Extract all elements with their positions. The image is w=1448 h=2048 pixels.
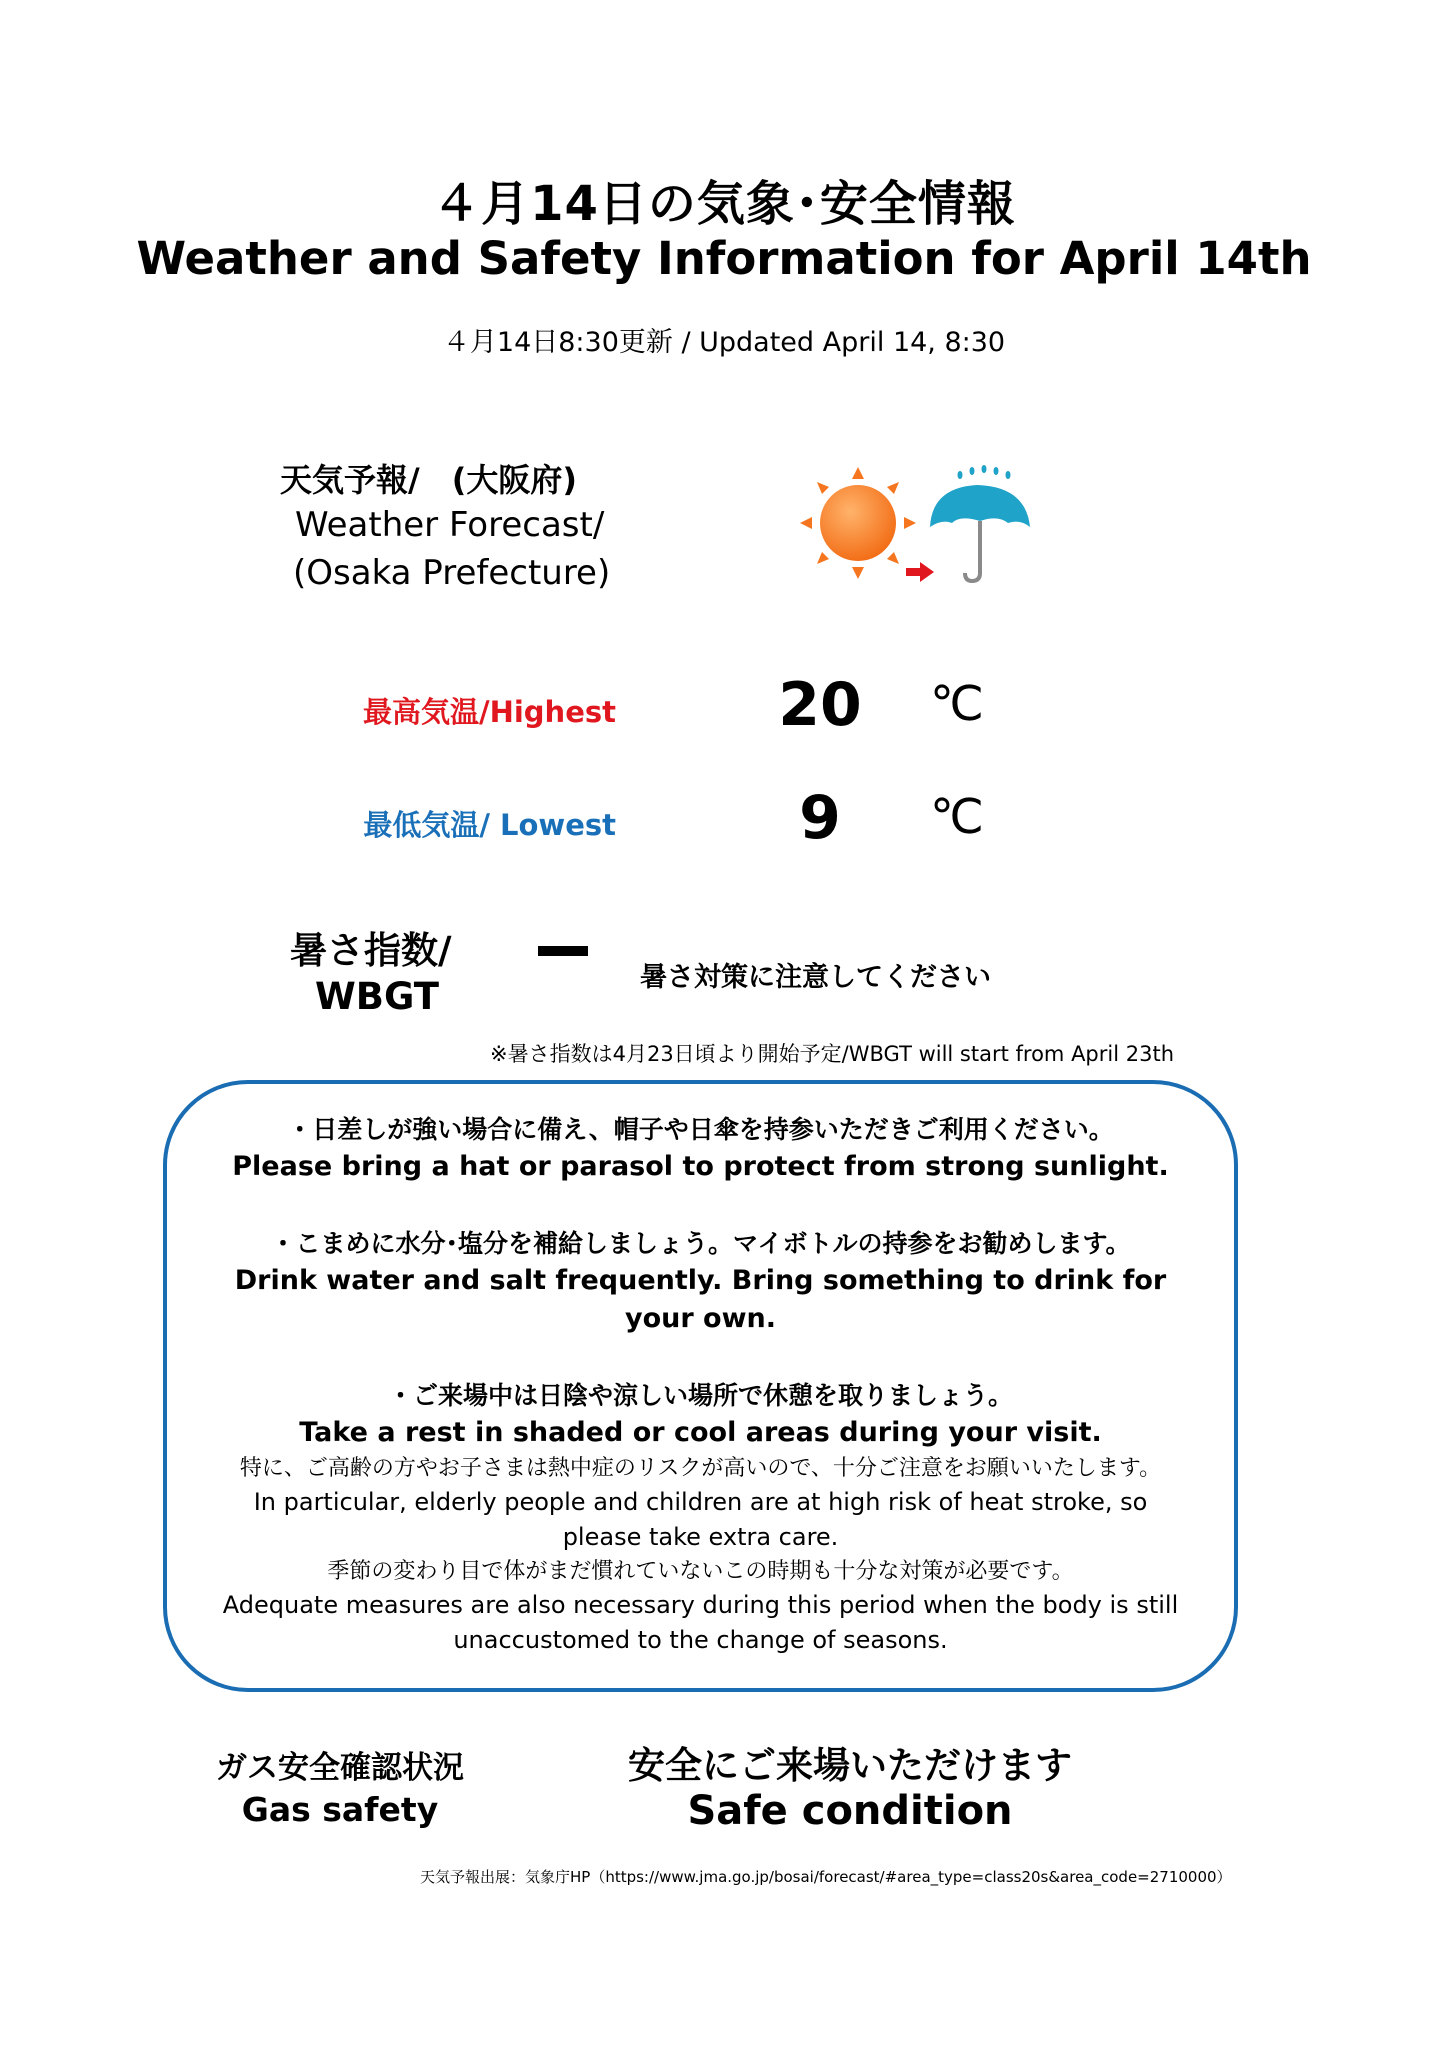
wbgt-note: ※暑さ指数は4月23日頃より開始予定/WBGT will start from April 23th — [490, 1042, 1175, 1066]
wbgt-label-en: WBGT — [315, 975, 439, 1018]
lowest-temp-value: 9 — [799, 783, 841, 853]
safety-notice-box — [163, 1080, 1238, 1692]
notice-note-en: In particular, elderly people and children are at high risk of heat stroke, so please take extra care. — [253, 1488, 1148, 1551]
highest-temp-label: 最高気温/Highest — [363, 695, 616, 729]
page-title-jp: ４月14日の気象･安全情報 — [432, 176, 1016, 232]
lowest-temp-unit: ℃ — [930, 789, 984, 845]
forecast-region-en: (Osaka Prefecture) — [293, 553, 611, 593]
gas-safety-label-jp: ガス安全確認状況 — [216, 1750, 464, 1786]
notice-note-en: Adequate measures are also necessary during this period when the body is still unaccustomed to the change of seasons. — [222, 1591, 1179, 1654]
highest-temp-value: 20 — [778, 670, 862, 740]
gas-status-jp: 安全にご来場いただけます — [628, 1744, 1072, 1787]
notice-note-jp: 特に、ご高齢の方やお子さまは熱中症のリスクが高いので、十分ご注意をお願いいたします。 — [239, 1456, 1162, 1481]
highest-temp-unit: ℃ — [930, 676, 984, 732]
forecast-label-en: Weather Forecast/ — [295, 505, 605, 545]
forecast-label-jp: 天気予報/ (大阪府) — [280, 461, 577, 499]
notice-item-en: Take a rest in shaded or cool areas during your visit. — [299, 1417, 1102, 1448]
notice-item-en: Drink water and salt frequently. Bring something to drink for your own. — [234, 1265, 1167, 1334]
wbgt-message: 暑さ対策に注意してください — [640, 962, 991, 993]
umbrella-rain-icon — [930, 465, 1030, 581]
notice-item-en: Please bring a hat or parasol to protect from strong sunlight. — [232, 1151, 1169, 1182]
page-title-en: Weather and Safety Information for April 14th — [136, 232, 1312, 285]
weather-icons — [800, 465, 1040, 599]
updated-timestamp: ４月14日8:30更新 / Updated April 14, 8:30 — [442, 327, 1006, 358]
gas-safety-label-en: Gas safety — [241, 1790, 439, 1829]
notice-item-jp: ・こまめに水分･塩分を補給しましょう。マイボトルの持参をお勧めします。 — [270, 1229, 1131, 1258]
notice-note-jp: 季節の変わり目で体がまだ慣れていないこの時期も十分な対策が必要です。 — [327, 1559, 1074, 1584]
sun-icon — [800, 467, 916, 579]
source-credit: 天気予報出展：気象庁HP（https://www.jma.go.jp/bosai/forecast/#area_type=class20s&area_code=2710000） — [420, 1868, 1232, 1886]
gas-status-en: Safe condition — [687, 1788, 1013, 1834]
wbgt-label-jp: 暑さ指数/ — [290, 929, 452, 972]
arrow-right-icon — [906, 562, 934, 582]
wbgt-value-dash — [538, 946, 588, 956]
notice-item-jp: ・ご来場中は日陰や涼しい場所で休憩を取りましょう。 — [387, 1381, 1013, 1410]
notice-item-jp: ・日差しが強い場合に備え、帽子や日傘を持参いただきご利用ください。 — [287, 1115, 1114, 1144]
lowest-temp-label: 最低気温/ Lowest — [363, 808, 616, 842]
